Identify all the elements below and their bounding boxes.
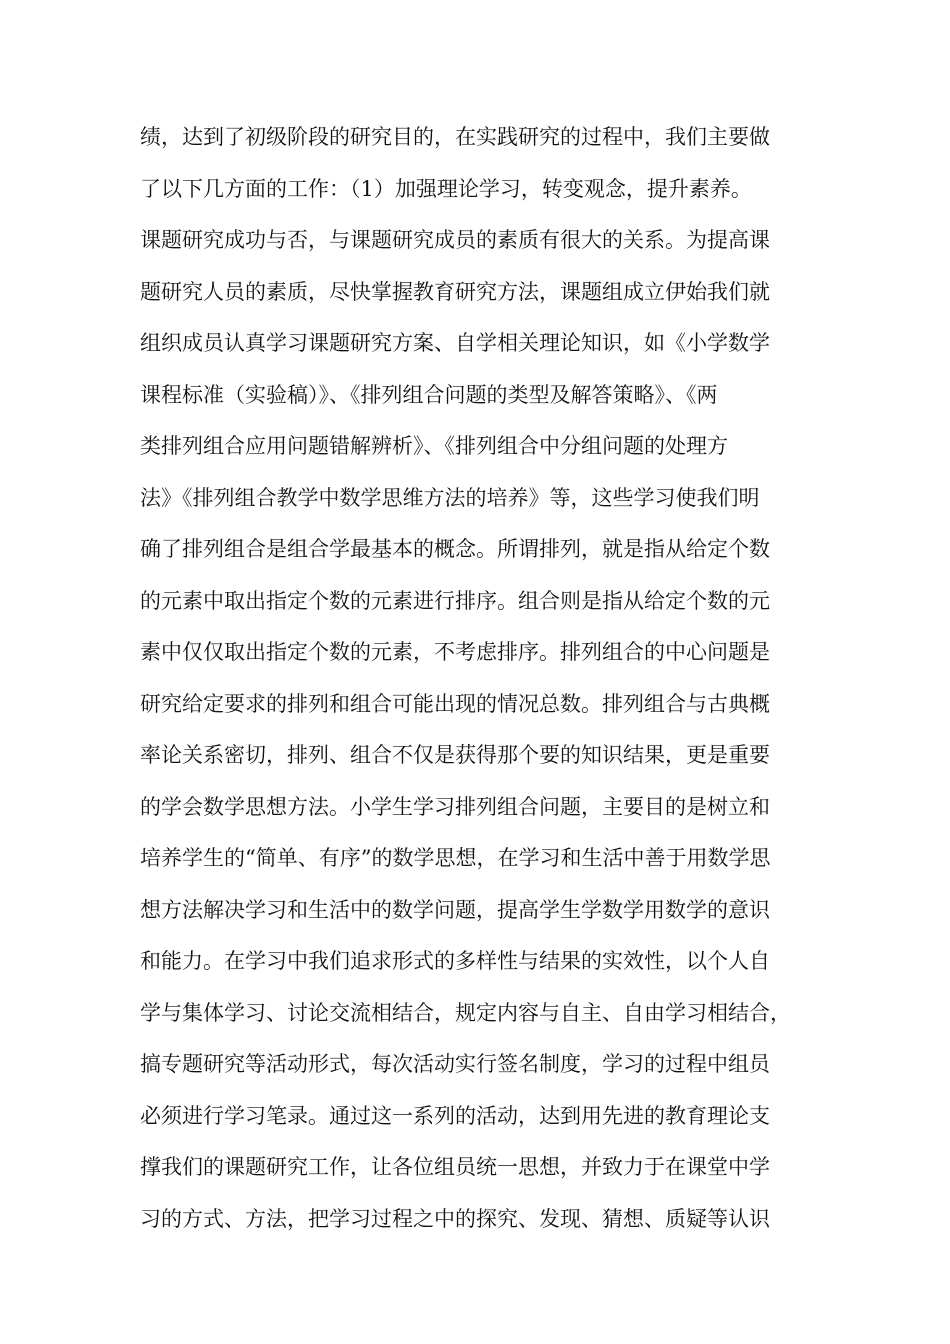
text-line: 组织成员认真学习课题研究方案、自学相关理论知识，如《小学数学 <box>140 331 770 355</box>
text-line: 想方法解决学习和生活中的数学问题，提高学生学数学用数学的意识 <box>140 897 770 922</box>
text-line: 搞专题研究等活动形式，每次活动实行签名制度，学习的过程中组员 <box>140 1052 770 1076</box>
text-line: 和能力。在学习中我们追求形式的多样性与结果的实效性，以个人自 <box>140 949 770 973</box>
text-line: 的学会数学思想方法。小学生学习排列组合问题，主要目的是树立和 <box>140 794 770 819</box>
text-line: 确了排列组合是组合学最基本的概念。所谓排列，就是指从给定个数 <box>140 537 770 561</box>
text-line: 绩，达到了初级阶段的研究目的，在实践研究的过程中，我们主要做 <box>140 125 770 149</box>
text-line: 类排列组合应用问题错解辨析》、《排列组合中分组问题的处理方 <box>140 434 728 458</box>
text-line: 法》《排列组合教学中数学思维方法的培养》等，这些学习使我们明 <box>140 485 760 510</box>
text-line: 题研究人员的素质，尽快掌握教育研究方法，课题组成立伊始我们就 <box>140 279 770 304</box>
text-line: 必须进行学习笔录。通过这一系列的活动，达到用先进的教育理论支 <box>140 1103 770 1128</box>
text-line: 课题研究成功与否，与课题研究成员的素质有很大的关系。为提高课 <box>140 228 770 252</box>
text-line: 学与集体学习、讨论交流相结合，规定内容与自主、自由学习相结合， <box>140 1000 791 1025</box>
text-line: 课程标准（实验稿）》、《排列组合问题的类型及解答策略》、《两 <box>140 382 718 407</box>
text-line: 习的方式、方法，把学习过程之中的探究、发现、猜想、质疑等认识 <box>140 1206 770 1231</box>
text-line: 研究给定要求的排列和组合可能出现的情况总数。排列组合与古典概 <box>140 691 770 716</box>
body-paragraph <box>140 112 830 1245</box>
text-line: 的元素中取出指定个数的元素进行排序。组合则是指从给定个数的元 <box>140 588 770 613</box>
text-line: 培养学生的“简单、有序”的数学思想，在学习和生活中善于用数学思 <box>140 846 771 870</box>
text-line: 素中仅仅取出指定个数的元素，不考虑排序。排列组合的中心问题是 <box>140 640 770 664</box>
text-line: 率论关系密切，排列、组合不仅是获得那个要的知识结果，更是重要 <box>140 743 770 767</box>
text-line: 撑我们的课题研究工作，让各位组员统一思想，并致力于在课堂中学 <box>140 1155 770 1179</box>
text-line: 了以下几方面的工作：（1）加强理论学习，转变观念，提升素养。 <box>140 176 752 201</box>
